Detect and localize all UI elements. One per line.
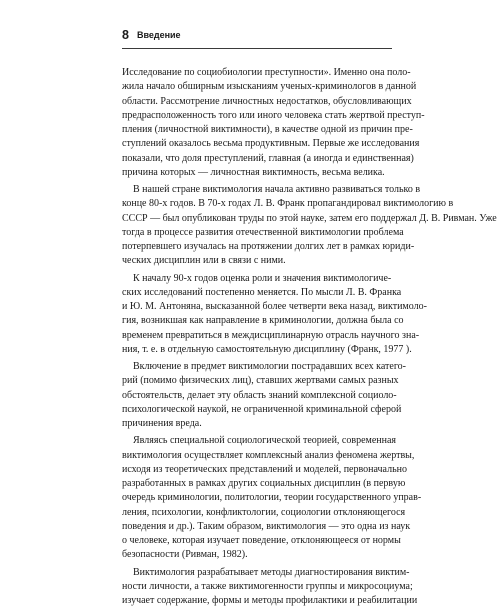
- paragraph: [122, 566, 418, 609]
- text-line: ления, психологии, конфликтологии, социологии отклоняющегося: [122, 506, 406, 518]
- text-line: причинения вреда.: [122, 418, 202, 429]
- text-line: ступлений оказалось весьма продуктивным. Первые же исследования: [122, 138, 420, 150]
- text-line: Исследование по социобиологии преступности». Именно она поло-: [122, 67, 411, 78]
- text-line: потерпевшего изучалась на протяжении долгих лет в рамках юриди-: [122, 241, 415, 252]
- text-line: виктимология осуществляет комплексный анализ феномена жертвы,: [122, 449, 415, 461]
- text-line: СССР — был опубликован труды по этой науке, затем его поддержал Д. В. Ривман. Уже: [122, 212, 497, 224]
- text-line: В нашей стране виктимология начала активно развиваться только в: [133, 184, 421, 195]
- paragraph: [122, 360, 407, 431]
- text-line: временем превратиться в междисциплинарную отрасль научного зна-: [122, 329, 420, 341]
- text-line: о человеке, которая изучает поведение, отклоняющееся от нормы: [122, 535, 401, 546]
- text-line: поведения и др.). Таким образом, виктимология — это одна из наук: [122, 520, 411, 532]
- text-line: изучает содержание, формы и методы профилактики и реабилитации: [122, 595, 418, 606]
- text-line: области. Рассмотрение личностных недостатков, обусловливающих: [122, 95, 412, 107]
- text-line: конце 80-х годов. В 70-х годах Л. В. Франк пропагандировал виктимологию в: [122, 198, 454, 210]
- text-line: безопасности (Ривман, 1982).: [122, 549, 248, 561]
- paragraph: [122, 183, 497, 269]
- text-line: пления (личностной виктимности), в качестве одной из причин пре-: [122, 124, 413, 135]
- text-line: Виктимология разрабатывает методы диагностирования виктим-: [133, 566, 410, 578]
- text-line: причина которых — личностная виктимность, весьма велика.: [122, 166, 385, 178]
- text-line: обстоятельств, делает эту область знаний комплексной социоло-: [122, 389, 397, 401]
- text-line: показали, что доля преступлений, главная (а иногда и единственная): [122, 152, 414, 164]
- text-line: Являясь специальной социологической теорией, современная: [133, 435, 397, 447]
- page-number: 8: [122, 28, 129, 42]
- text-line: ческих дисциплин или в связи с ними.: [122, 255, 286, 267]
- paragraph: [122, 66, 425, 180]
- text-line: исходя из теоретических представлений и моделей, первоначально: [122, 463, 407, 475]
- text-line: и Ю. М. Антоняна, высказанной более четверти века назад, виктимоло-: [122, 301, 427, 312]
- text-line: ских исследований постепенно меняется. По мысли Л. В. Франка: [122, 286, 402, 298]
- text-line: рий (помимо физических лиц), ставших жертвами самых разных: [122, 375, 399, 387]
- body-text: [122, 66, 497, 611]
- text-line: психологической наукой, не ограниченной криминальной сферой: [122, 403, 402, 415]
- text-line: жила начало обширным изысканиям ученых-криминологов в данной: [122, 81, 417, 93]
- text-line: тогда в процессе развития отечественной виктимологии проблема: [122, 226, 404, 238]
- paragraph: [122, 434, 422, 562]
- running-header: [122, 28, 392, 49]
- text-line: предрасположенность того или иного человека стать жертвой преступ-: [122, 109, 425, 121]
- text-line: К началу 90-х годов оценка роли и значения виктимологиче-: [133, 272, 392, 284]
- text-line: ности личности, а также виктимогенности группы и микросоциума;: [122, 580, 413, 592]
- text-line: ния, т. е. в отдельную самостоятельную дисциплину (Франк, 1977 ).: [122, 343, 412, 355]
- text-line: очередь криминологии, политологии, теории государственного управ-: [122, 492, 422, 504]
- text-line: гия, возникшая как направление в криминологии, должна была со: [122, 315, 404, 327]
- paragraph: [122, 272, 427, 358]
- text-line: разработанных в рамках других социальных дисциплин (в первую: [122, 478, 406, 489]
- section-title: Введение: [136, 30, 181, 40]
- text-line: Включение в предмет виктимологии пострадавших всех катего-: [133, 361, 407, 372]
